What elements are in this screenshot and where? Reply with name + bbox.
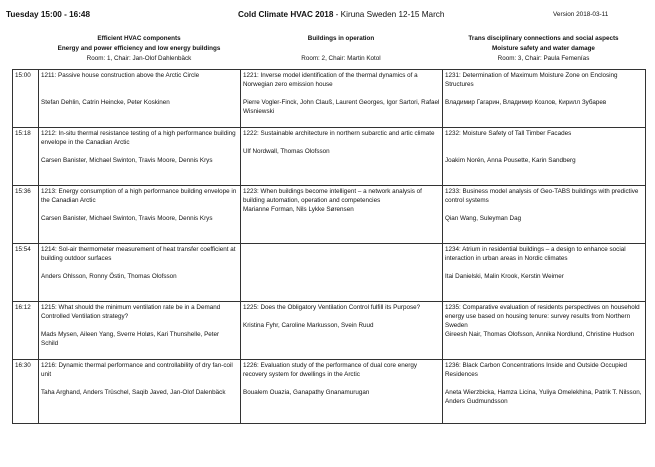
session-title: 1212: In-situ thermal resistance testing of a high performance building envelope in the Canadian Arctic xyxy=(41,130,236,146)
session-authors: Joakim Norén, Anna Pousette, Karin Sandberg xyxy=(445,157,576,164)
session-authors: Anders Ohlsson, Ronny Östin, Thomas Olofsson xyxy=(41,273,177,280)
session-cell xyxy=(443,302,646,360)
time-slot-row xyxy=(13,70,646,128)
time-slot-row xyxy=(13,128,646,186)
session-cell xyxy=(241,302,443,360)
session-title: 1222: Sustainable architecture in northern subarctic and artic climate xyxy=(243,130,435,137)
version-label: Version 2018-03-11 xyxy=(553,11,609,18)
session-cell xyxy=(39,244,241,302)
session-authors: Itai Danielski, Malin Krook, Kerstin Weimer xyxy=(445,273,564,280)
slot-time: 16:30 xyxy=(13,360,39,424)
schedule-table xyxy=(12,69,646,424)
page-header xyxy=(0,10,655,24)
session-authors: Kristina Fyhr, Caroline Markusson, Svein Ruud xyxy=(243,322,374,329)
track-2-title: Buildings in operation xyxy=(307,35,375,42)
session-authors: Qian Wang, Suleyman Dag xyxy=(445,215,522,222)
slot-time: 15:18 xyxy=(13,128,39,186)
session-cell-empty xyxy=(241,244,443,302)
track-1-title: Efficient HVAC components xyxy=(97,35,181,42)
session-authors: Taha Arghand, Anders Trüschel, Saqib Javed, Jan-Olof Dalenbäck xyxy=(41,389,226,396)
session-title: 1213: Energy consumption of a high performance building envelope in the Canadian Arctic xyxy=(41,188,237,204)
session-title: 1216: Dynamic thermal performance and controllability of dry fan-coil unit xyxy=(41,362,233,378)
session-authors: Stefan Dehlin, Catrin Heincke, Peter Koskinen xyxy=(41,99,170,106)
session-authors: Gireesh Nair, Thomas Olofsson, Annika Nordlund, Christine Hudson xyxy=(445,331,635,338)
session-title: 1223: When buildings become intelligent – a network analysis of building automation, operation and competencies xyxy=(243,188,422,204)
session-title: 1233: Business model analysis of Geo-TABS buildings with predictive control systems xyxy=(445,188,639,204)
session-cell xyxy=(241,360,443,424)
session-title: 1232: Moisture Safety of Tall Timber Facades xyxy=(445,130,572,137)
session-cell xyxy=(39,360,241,424)
session-cell xyxy=(241,70,443,128)
conference-location: - Kiruna Sweden 12-15 March xyxy=(333,10,445,19)
session-cell xyxy=(443,360,646,424)
time-slot-row xyxy=(13,244,646,302)
track-3-room: Room: 3, Chair: Paula Femenías xyxy=(497,55,590,62)
session-cell xyxy=(39,302,241,360)
slot-time: 16:12 xyxy=(13,302,39,360)
slot-time: 15:00 xyxy=(13,70,39,128)
slot-time: 15:36 xyxy=(13,186,39,244)
session-title: 1231: Determination of Maximum Moisture Zone on Enclosing Structures xyxy=(445,72,618,88)
session-title: 1215: What should the minimum ventilation rate be in a Demand Controlled Ventilation strategy? xyxy=(41,304,221,320)
session-title: 1226: Evaluation study of the performance of dual core energy recovery system for dwellings in the Arctic xyxy=(243,362,417,378)
session-cell xyxy=(39,70,241,128)
session-title: 1211: Passive house construction above the Arctic Circle xyxy=(41,72,200,79)
session-title: 1236: Black Carbon Concentrations Inside and Outside Occupied Residences xyxy=(445,362,628,378)
session-cell xyxy=(241,186,443,244)
session-authors: Ulf Nordwall, Thomas Olofsson xyxy=(243,148,330,155)
session-authors: Marianne Forman, Nils Lykke Sørensen xyxy=(243,206,354,213)
session-cell xyxy=(443,186,646,244)
session-cell xyxy=(39,128,241,186)
session-cell xyxy=(241,128,443,186)
session-authors: Carsen Banister, Michael Swinton, Travis Moore, Dennis Krys xyxy=(41,215,213,222)
session-cell xyxy=(443,128,646,186)
track-headers xyxy=(12,34,645,64)
track-1-subtitle: Energy and power efficiency and low energy buildings xyxy=(57,45,221,52)
session-authors: Carsen Banister, Michael Swinton, Travis Moore, Dennis Krys xyxy=(41,157,213,164)
time-slot-row xyxy=(13,186,646,244)
time-slot-row xyxy=(13,302,646,360)
session-cell xyxy=(39,186,241,244)
session-authors: Pierre Vogler-Finck, John Clauß, Laurent Georges, Igor Sartori, Rafael Wisniewski xyxy=(243,99,440,115)
conference-name: Cold Climate HVAC 2018 xyxy=(238,10,334,19)
session-authors: Boualem Ouazia, Ganapathy Gnanamurugan xyxy=(243,389,370,396)
track-3-subtitle: Moisture safety and water damage xyxy=(492,45,595,52)
session-cell xyxy=(443,244,646,302)
session-title: 1225: Does the Obligatory Ventilation Control fulfill its Purpose? xyxy=(243,304,421,311)
session-title: 1235: Comparative evaluation of residents perspectives on household energy use based on housing tenure: survey results from Northern Sweden xyxy=(445,304,640,329)
track-2-room: Room: 2, Chair: Martin Kotol xyxy=(301,55,381,62)
session-authors: Mads Mysen, Aileen Yang, Sverre Holøs, Kari Thunshelle, Peter Schild xyxy=(41,331,220,347)
session-title: 1234: Atrium in residential buildings – a design to enhance social interaction in urban areas in Nordic climates xyxy=(445,246,626,262)
time-slot-row xyxy=(13,360,646,424)
conference-title xyxy=(238,10,444,19)
slot-time: 15:54 xyxy=(13,244,39,302)
track-3-title: Trans disciplinary connections and social aspects xyxy=(468,35,619,42)
session-cell xyxy=(443,70,646,128)
session-title: 1221: Inverse model identification of the thermal dynamics of a Norwegian zero emission house xyxy=(243,72,418,88)
track-1-room: Room: 1, Chair: Jan-Olof Dahlenbäck xyxy=(86,55,192,62)
session-authors: Aneta Wierzbicka, Hamza Licina, Yuliya Omelekhina, Patrik T. Nilsson, Anders Gudmundsson xyxy=(445,389,642,405)
day-time: Tuesday 15:00 - 16:48 xyxy=(6,10,91,19)
session-authors: Владимир Гагарин, Владимир Козлов, Кирилл Зубарев xyxy=(445,99,607,106)
track-2-subtitle xyxy=(240,44,442,54)
session-title: 1214: Sol-air thermometer measurement of heat transfer coefficient at building outdoor surfaces xyxy=(41,246,236,262)
